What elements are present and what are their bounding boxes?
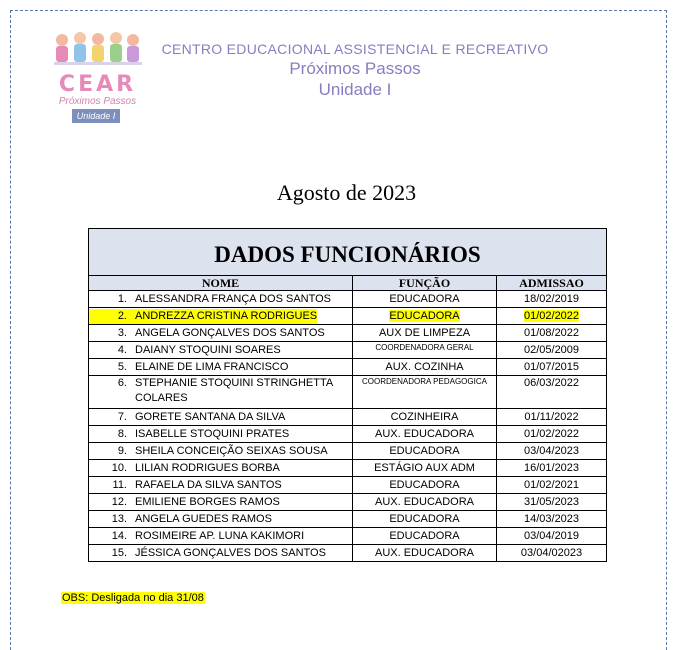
admission-date: 01/02/2021 <box>523 478 580 491</box>
employee-name: STEPHANIE STOQUINI STRINGHETTA COLARES <box>135 377 333 404</box>
employee-function-cell <box>353 460 497 477</box>
admission-date: 03/04/2019 <box>523 529 580 542</box>
employee-function: AUX. COZINHA <box>385 360 464 373</box>
row-number: 11. <box>112 478 127 491</box>
employee-function: AUX DE LIMPEZA <box>378 326 471 339</box>
employee-admission-cell <box>497 545 607 562</box>
employee-function-cell <box>353 443 497 460</box>
employee-name: ELAINE DE LIMA FRANCISCO <box>135 360 289 373</box>
employee-admission-cell <box>497 511 607 528</box>
admission-date: 18/02/2019 <box>523 292 580 305</box>
employee-function-cell <box>353 359 497 376</box>
admission-date: 01/02/2022 <box>523 309 580 322</box>
employee-function-cell <box>353 291 497 308</box>
logo-unit-badge: Unidade I <box>72 109 120 123</box>
observation-note: OBS: Desligada no dia 31/08 <box>62 592 204 604</box>
row-number: 2. <box>89 309 135 324</box>
row-number: 14. <box>111 529 127 542</box>
institution-unit: Unidade I <box>318 80 392 99</box>
employee-function: EDUCADORA <box>389 292 460 305</box>
table-row <box>89 376 607 409</box>
row-number: 6. <box>117 377 127 389</box>
admission-date: 31/05/2023 <box>523 495 580 508</box>
institution-subtitle: Próximos Passos <box>289 59 421 78</box>
table-row <box>89 494 607 511</box>
employee-name: EMILIENE BORGES RAMOS <box>135 495 280 508</box>
employee-function-cell <box>353 477 497 494</box>
column-header-function: FUNÇÃO <box>353 276 497 291</box>
table-row <box>89 308 607 325</box>
employee-admission-cell <box>497 426 607 443</box>
employee-name: SHEILA CONCEIÇÃO SEIXAS SOUSA <box>135 444 328 457</box>
employee-function-cell <box>353 494 497 511</box>
table-row <box>89 511 607 528</box>
table-body <box>89 291 607 562</box>
employee-admission-cell <box>497 342 607 359</box>
employee-name-cell <box>89 359 353 376</box>
employee-name-cell <box>89 494 353 511</box>
employee-function-cell <box>353 409 497 426</box>
employee-function: COORDENADORA GERAL <box>375 343 474 352</box>
employee-name-cell <box>89 528 353 545</box>
employee-name: RAFAELA DA SILVA SANTOS <box>135 478 282 491</box>
employee-function-cell <box>353 342 497 359</box>
employee-function-cell <box>353 426 497 443</box>
employee-function: EDUCADORA <box>389 512 460 525</box>
employee-admission-cell <box>497 325 607 342</box>
row-number: 15. <box>111 546 127 559</box>
employee-admission-cell <box>497 409 607 426</box>
employee-name: GORETE SANTANA DA SILVA <box>135 410 286 423</box>
employee-admission-cell <box>497 359 607 376</box>
employee-function: EDUCADORA <box>389 478 460 491</box>
institution-header <box>155 41 555 100</box>
row-number: 10. <box>111 461 127 474</box>
employee-function: AUX. EDUCADORA <box>374 427 475 440</box>
logo-wordmark: CEAR <box>58 72 137 97</box>
employee-function: EDUCADORA <box>389 529 460 542</box>
row-number: 1. <box>117 292 127 305</box>
employee-name-cell <box>89 426 353 443</box>
row-number: 7. <box>117 410 127 423</box>
employee-admission-cell <box>497 528 607 545</box>
table-row <box>89 545 607 562</box>
employee-name-cell <box>89 342 353 359</box>
employee-name: ISABELLE STOQUINI PRATES <box>135 427 290 440</box>
employee-function-cell <box>353 325 497 342</box>
employee-admission-cell <box>497 291 607 308</box>
employee-name-cell <box>89 460 353 477</box>
column-header-admission: ADMISSAO <box>497 276 607 291</box>
employee-admission-cell <box>497 376 607 409</box>
institution-name: CENTRO EDUCACIONAL ASSISTENCIAL E RECREATIVO <box>161 41 549 57</box>
logo-subtitle: Próximos Passos <box>58 96 137 107</box>
employee-function: AUX. EDUCADORA <box>374 495 475 508</box>
month-title: Agosto de 2023 <box>276 180 417 205</box>
employee-name: ALESSANDRA FRANÇA DOS SANTOS <box>135 292 332 305</box>
admission-date: 01/08/2022 <box>523 326 580 339</box>
employee-name: ANGELA GUEDES RAMOS <box>135 512 272 525</box>
employee-function-cell <box>353 545 497 562</box>
employee-name-cell <box>89 308 353 325</box>
admission-date: 14/03/2023 <box>523 512 580 525</box>
employee-name-cell <box>89 477 353 494</box>
table-row <box>89 460 607 477</box>
table-row <box>89 426 607 443</box>
employee-name-cell <box>89 291 353 308</box>
employee-name: DAIANY STOQUINI SOARES <box>135 343 281 356</box>
employee-admission-cell <box>497 477 607 494</box>
employee-admission-cell <box>497 460 607 477</box>
employee-admission-cell <box>497 443 607 460</box>
employee-admission-cell <box>497 308 607 325</box>
employee-name-cell <box>89 443 353 460</box>
employee-table <box>88 228 607 562</box>
employee-function: EDUCADORA <box>389 309 460 322</box>
column-header-name: NOME <box>89 276 353 291</box>
table-row <box>89 477 607 494</box>
employee-name: LILIAN RODRIGUES BORBA <box>135 461 280 474</box>
admission-date: 01/11/2022 <box>524 410 579 423</box>
admission-date: 02/05/2009 <box>523 343 580 356</box>
employee-name: ANDREZZA CRISTINA RODRIGUES <box>135 309 318 322</box>
employee-function: EDUCADORA <box>389 444 460 457</box>
children-illustration <box>50 30 145 75</box>
admission-date: 16/01/2023 <box>523 461 580 474</box>
admission-date: 03/04/2023 <box>523 444 580 457</box>
admission-date: 01/02/2022 <box>523 427 580 440</box>
admission-date: 03/04/02023 <box>520 546 583 559</box>
row-number: 13. <box>111 512 127 525</box>
admission-date: 01/07/2015 <box>523 360 580 373</box>
table-row <box>89 443 607 460</box>
employee-name-cell <box>89 511 353 528</box>
employee-function-cell <box>353 308 497 325</box>
employee-name: ANGELA GONÇALVES DOS SANTOS <box>135 326 325 339</box>
table-row <box>89 359 607 376</box>
employee-function: COORDENADORA PEDAGOGICA <box>362 377 487 386</box>
employee-name-cell <box>89 325 353 342</box>
table-row <box>89 528 607 545</box>
row-number: 5. <box>117 360 127 373</box>
row-number: 4. <box>117 343 127 356</box>
table-row <box>89 325 607 342</box>
employee-function-cell <box>353 511 497 528</box>
employee-function-cell <box>353 376 497 409</box>
employee-name: ROSIMEIRE AP. LUNA KAKIMORI <box>135 529 305 542</box>
employee-name-cell <box>89 409 353 426</box>
employee-function: COZINHEIRA <box>390 410 459 423</box>
table-row <box>89 291 607 308</box>
employee-function: AUX. EDUCADORA <box>374 546 475 559</box>
table-row <box>89 409 607 426</box>
table-title: DADOS FUNCIONÁRIOS <box>89 229 607 276</box>
admission-date: 06/03/2022 <box>523 377 580 389</box>
row-number: 12. <box>111 495 127 508</box>
employee-function-cell <box>353 528 497 545</box>
employee-name-cell <box>89 376 353 409</box>
row-number: 3. <box>117 326 127 339</box>
row-number: 8. <box>117 427 127 440</box>
employee-name-cell <box>89 545 353 562</box>
employee-name: JÉSSICA GONÇALVES DOS SANTOS <box>135 546 326 559</box>
employee-function: ESTÁGIO AUX ADM <box>374 461 475 474</box>
employee-admission-cell <box>497 494 607 511</box>
cear-logo <box>50 30 145 130</box>
row-number: 9. <box>117 444 127 457</box>
table-row <box>89 342 607 359</box>
